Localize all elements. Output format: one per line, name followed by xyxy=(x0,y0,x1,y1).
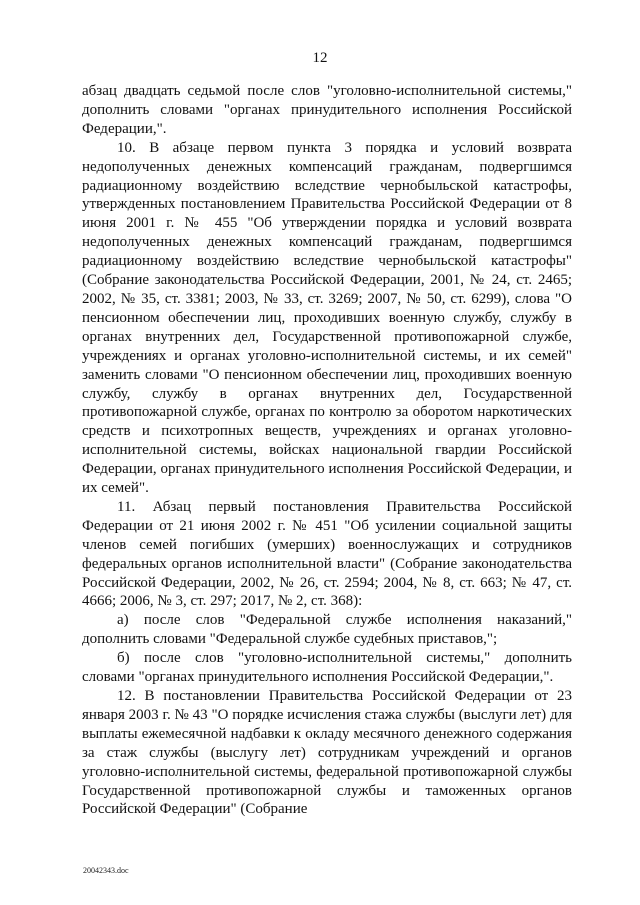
paragraph-subitem-b: б) после слов "уголовно-исполнительной системы," дополнить словами "органах принудительного исполнения Российской Федерации,". xyxy=(82,650,572,686)
paragraph-item-12: 12. В постановлении Правительства Российской Федерации от 23 января 2003 г. № 43 "О порядке исчисления стажа службы (выслуги лет) для выплаты ежемесячной надбавки к окладу месячного денежного содержания за стаж службы (выслугу лет) сотрудникам учреждений и органов уголовно-исполнительной системы, федеральной противопожарной службы Государственной противопожарной службы и таможенных органов Российской Федерации" (Собрание xyxy=(82,688,572,818)
paragraph-item-10: 10. В абзаце первом пункта 3 порядка и условий возврата недополученных денежных компенсаций гражданам, подвергшимся радиационному воздействию вследствие чернобыльской катастрофы, утвержденных постановлением Правительства Российской Федерации от 8 июня 2001 г. № 455 "Об утверждении порядка и условий возврата недополученных денежных компенсаций гражданам, подвергшимся радиационному воздействию вследствие чернобыльской катастрофы" (Собрание законодательства Российской Федерации, 2001, № 24, ст. 2465; 2002, № 35, ст. 3381; 2003, № 33, ст. 3269; 2007, № 50, ст. 6299), слова "О пенсионном обеспечении лиц, проходивших военную службу, службу в органах внутренних дел, Государственной противопожарной службе, учреждениях и органах уголовно-исполнительной системы, и их семей" заменить словами "О пенсионном обеспечении лиц, проходивших военную службу, службу в органах внутренних дел, Государственной противопожарной службе, органах по контролю за оборотом наркотических средств и психотропных веществ, учреждениях и органах уголовно-исполнительной системы, войсках национальной гвардии Российской Федерации, органах принудительного исполнения Российской Федерации, и их семей". xyxy=(82,139,572,497)
page-number: 12 xyxy=(312,50,328,66)
paragraph-subitem-a: а) после слов "Федеральной службе исполнения наказаний," дополнить словами "Федеральной службе судебных приставов,"; xyxy=(82,612,572,648)
paragraph-item-11: 11. Абзац первый постановления Правительства Российской Федерации от 21 июня 2002 г. № 451 "Об усилении социальной защиты членов семей погибших (умерших) военнослужащих и сотрудников федеральных органов исполнительной власти" (Собрание законодательства Российской Федерации, 2002, № 26, ст. 2594; 2004, № 8, ст. 663; № 47, ст. 4666; 2006, № 3, ст. 297; 2017, № 2, ст. 368): xyxy=(82,498,572,610)
paragraph-continuation: абзац двадцать седьмой после слов "уголовно-исполнительной системы," дополнить словами "органах принудительного исполнения Российской Федерации,". xyxy=(82,83,572,137)
file-name-footer: 20042343.doc xyxy=(83,866,129,875)
document-body xyxy=(82,82,572,819)
